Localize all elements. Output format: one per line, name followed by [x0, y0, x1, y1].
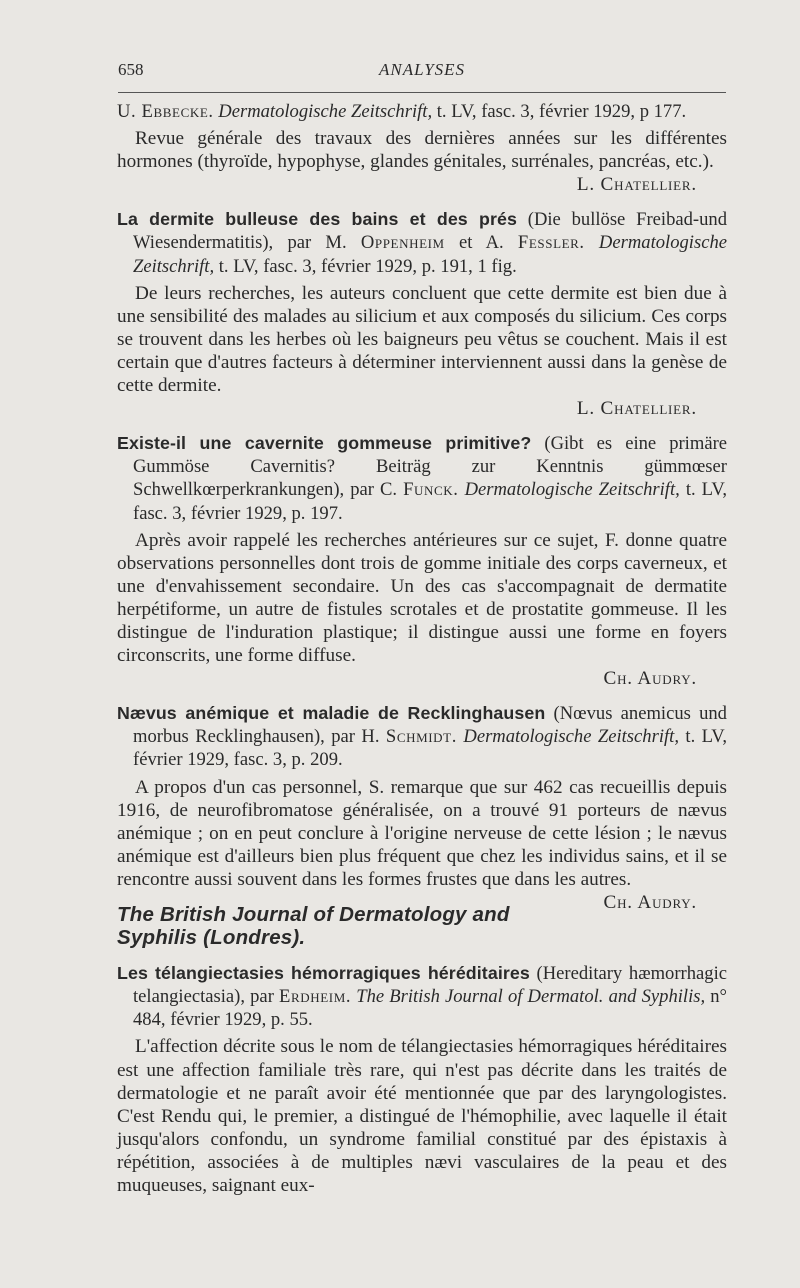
page-body	[117, 100, 727, 1209]
entry-signature: L. Chatellier.	[576, 398, 697, 420]
entry-journal: Dermatologische Zeitschrift,	[218, 101, 433, 122]
page-number: 658	[118, 60, 144, 79]
entry-body: Après avoir rappelé les recherches antérieures sur ce sujet, F. donne quatre observations personnelles dont trois de gomme initiale des corps caverneux, et une d'envahissement secondaire. Un des cas s'accompagnait de dermatite herpétiforme, un autre de fistules scrotales et de prostatite gommeuse. Il les distingue de l'induration plastique; il distingue aussi une forme en foyers circonscrits, une forme diffuse.	[117, 529, 727, 667]
section-heading: The British Journal of Dermatology and Syphilis (Londres).	[117, 903, 510, 950]
entry-ref-text: et A.	[458, 232, 504, 254]
entry-author: Fessler.	[517, 232, 585, 254]
abstract-entry	[117, 100, 727, 196]
entry-body	[117, 776, 727, 913]
entry-author: U. Ebbecke.	[117, 101, 214, 122]
entry-signature: Ch. Audry.	[603, 668, 697, 690]
entry-reference	[117, 432, 727, 524]
entry-citation: t. LV, fasc. 3, février 1929, p. 191, 1 fig.	[218, 255, 517, 277]
entry-reference	[117, 100, 727, 123]
entry-body: De leurs recherches, les auteurs concluent que cette dermite est bien due à une sensibilité des malades au silicium et aux composés du silicium. Ces corps se trouvent dans les herbes où les baigneurs peu vêtus se couchent. Mais il est certain que d'autres facteurs à déterminer interviennent aussi dans la genèse de cette dermite.	[117, 282, 727, 397]
entry-body-text: A propos d'un cas personnel, S. remarque que sur 462 cas recueillis depuis 1916, de neurofibromatose généralisée, on a trouvé 91 porteurs de nævus anémique ; on en peut conclure à l'origine nerveuse de cette lésion ; le nævus anémique est d'ailleurs bien plus fréquent que chez les individus sains, et il se rencontre aussi souvent dans les formes frustes que dans les autres.	[117, 776, 727, 890]
entry-title: Nævus anémique et maladie de Recklinghausen	[117, 703, 546, 724]
entry-title: Les télangiectasies hémorragiques héréditaires	[117, 963, 530, 984]
entry-title: Existe-il une cavernite gommeuse primitive?	[117, 433, 532, 454]
entry-journal: Dermatologische Zeitschrift,	[464, 479, 680, 501]
entry-author: Oppenheim	[360, 232, 445, 254]
entry-citation: t. LV, fasc. 3, février 1929, p 177.	[436, 101, 687, 122]
entry-ref-text: (Nœvus anemicus und morbus Recklinghausen), par H.	[133, 703, 727, 748]
running-title: ANALYSES	[378, 60, 466, 79]
entry-journal: The British Journal of Dermatol. and Syphilis,	[356, 986, 706, 1008]
entry-body: Revue générale des travaux des dernières années sur les différentes hormones (thyroïde, hypophyse, glandes génitales, surrénales, pancréas, etc.).	[117, 128, 727, 173]
entry-reference	[117, 962, 727, 1031]
entry-citation: t. LV, fasc. 3, février 1929, p. 197.	[133, 479, 728, 524]
entry-journal: Dermatologische Zeitschrift,	[133, 232, 727, 277]
abstract-entry	[117, 702, 727, 913]
entry-signature: L. Chatellier.	[576, 174, 697, 196]
entry-body: L'affection décrite sous le nom de télangiectasies hémorragiques héréditaires est une affection familiale très rare, qui n'est pas décrite dans les traités de dermatologie et ne paraît avoir été mentionnée que par des laryngologistes. C'est Rendu qui, le premier, a distingué de l'hémophilie, avec laquelle il était jusqu'alors confondu, un syndrome familial constitué par des épistaxis à répétition, associées à de multiples nævi vasculaires de la peau et des muqueuses, saignant eux-	[117, 1036, 727, 1197]
entry-citation: t. LV, février 1929, fasc. 3, p. 209.	[133, 726, 727, 771]
entry-ref-text: (Die bullöse Freibad-und Wiesendermatitis), par M.	[133, 209, 727, 254]
entry-ref-text: (Hereditary hæmorrhagic telangiectasia), par	[133, 963, 728, 1008]
abstract-entry	[117, 432, 727, 690]
entry-ref-text: (Gibt es eine primäre Gummöse Cavernitis? Beiträg zur Kenntnis gümmœser Schwellkœrperkrankungen), par C.	[133, 433, 728, 501]
entry-author: Funck.	[403, 479, 459, 501]
running-header	[118, 58, 726, 86]
entry-reference	[117, 208, 727, 277]
abstract-entry	[117, 962, 727, 1197]
entry-journal: Dermatologische Zeitschrift,	[463, 726, 679, 748]
entry-citation: n° 484, février 1929, p. 55.	[133, 986, 727, 1031]
entry-signature: Ch. Audry.	[603, 892, 697, 913]
entry-author: Erdheim.	[279, 986, 352, 1008]
abstract-entry	[117, 208, 727, 420]
entry-author: Schmidt.	[385, 726, 457, 748]
entry-title: La dermite bulleuse des bains et des prés	[117, 209, 517, 230]
entry-reference	[117, 702, 727, 771]
header-rule	[118, 92, 726, 93]
